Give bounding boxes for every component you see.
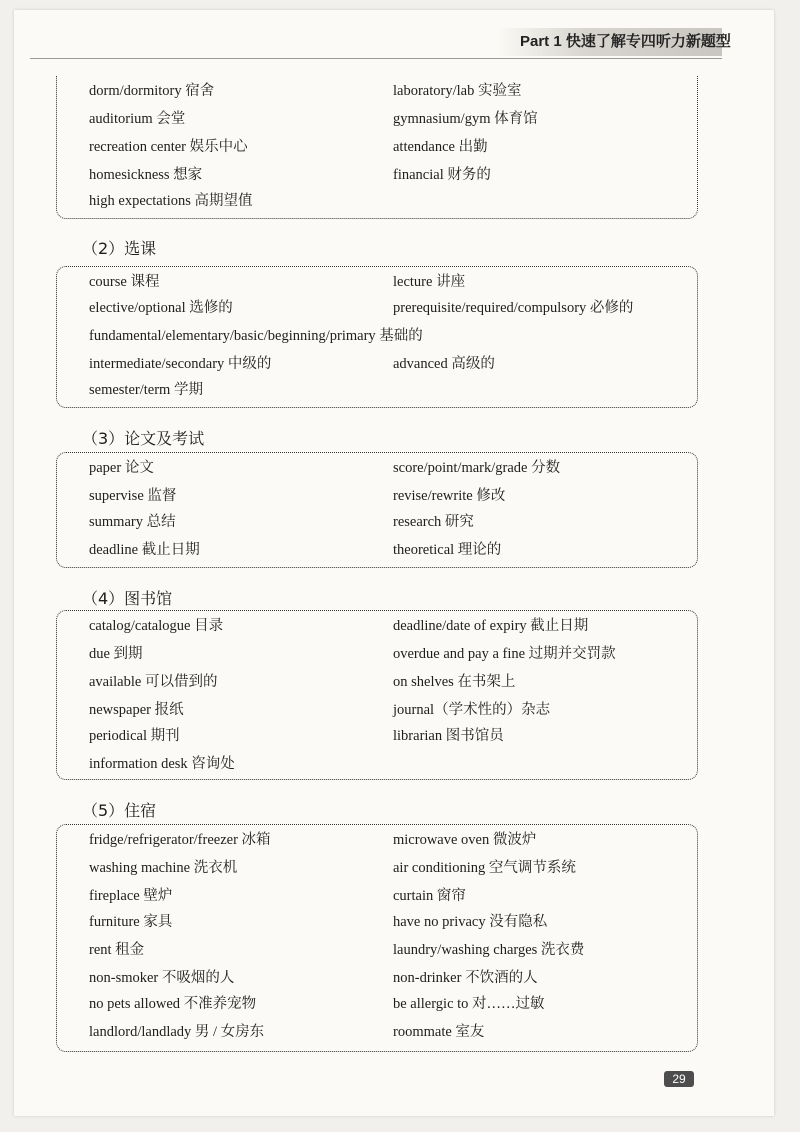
vocab-row bbox=[57, 827, 697, 853]
vocab-row bbox=[57, 613, 697, 639]
vocab-row bbox=[57, 483, 697, 509]
vocab-term: dorm/dormitory 宿舍 bbox=[89, 83, 215, 99]
vocab-term: supervise 监督 bbox=[89, 488, 177, 504]
vocab-row bbox=[57, 78, 697, 104]
section-title-accommodation: （5）住宿 bbox=[82, 801, 157, 820]
vocab-box-library bbox=[56, 610, 698, 780]
vocab-term: gymnasium/gym 体育馆 bbox=[393, 111, 538, 127]
vocab-term: librarian 图书馆员 bbox=[393, 728, 504, 744]
vocab-term: fireplace 壁炉 bbox=[89, 888, 173, 904]
vocab-term: deadline/date of expiry 截止日期 bbox=[393, 618, 589, 634]
vocab-box-accommodation bbox=[56, 824, 698, 1052]
vocab-row bbox=[57, 295, 697, 321]
vocab-term: rent 租金 bbox=[89, 942, 145, 958]
vocab-term: research 研究 bbox=[393, 514, 474, 530]
vocab-row bbox=[57, 697, 697, 723]
vocab-box-papers-exams bbox=[56, 452, 698, 568]
vocab-term: have no privacy 没有隐私 bbox=[393, 914, 548, 930]
vocab-term: non-smoker 不吸烟的人 bbox=[89, 970, 235, 986]
vocab-row bbox=[57, 641, 697, 667]
vocab-row bbox=[57, 669, 697, 695]
vocab-row bbox=[57, 723, 697, 749]
vocab-term: deadline 截止日期 bbox=[89, 542, 200, 558]
vocab-term: microwave oven 微波炉 bbox=[393, 832, 537, 848]
vocab-row bbox=[57, 909, 697, 935]
vocab-term: score/point/mark/grade 分数 bbox=[393, 460, 561, 476]
vocab-term: information desk 咨询处 bbox=[89, 756, 235, 772]
vocab-term: due 到期 bbox=[89, 646, 143, 662]
vocab-term: laundry/washing charges 洗衣费 bbox=[393, 942, 585, 958]
vocab-row bbox=[57, 455, 697, 481]
section-title-course-selection: （2）选课 bbox=[82, 239, 157, 258]
section-title-papers-exams: （3）论文及考试 bbox=[82, 429, 205, 448]
vocab-row bbox=[57, 937, 697, 963]
page-number: 29 bbox=[664, 1071, 694, 1087]
vocab-row bbox=[57, 991, 697, 1017]
vocab-row bbox=[57, 855, 697, 881]
vocab-term: roommate 室友 bbox=[393, 1024, 485, 1040]
vocab-term: non-drinker 不饮酒的人 bbox=[393, 970, 538, 986]
vocab-term: journal（学术性的）杂志 bbox=[393, 702, 551, 718]
vocab-term: financial 财务的 bbox=[393, 167, 491, 183]
vocab-term: periodical 期刊 bbox=[89, 728, 180, 744]
vocab-term: paper 论文 bbox=[89, 460, 154, 476]
vocab-term: washing machine 洗衣机 bbox=[89, 860, 238, 876]
vocab-row bbox=[57, 134, 697, 160]
vocab-term: advanced 高级的 bbox=[393, 356, 495, 372]
vocab-row bbox=[57, 751, 697, 777]
vocab-row bbox=[57, 188, 697, 214]
vocab-row bbox=[57, 1019, 697, 1045]
vocab-term: theoretical 理论的 bbox=[393, 542, 502, 558]
vocab-row bbox=[57, 377, 697, 403]
vocab-term: overdue and pay a fine 过期并交罚款 bbox=[393, 646, 616, 662]
vocab-row bbox=[57, 883, 697, 909]
vocab-term: semester/term 学期 bbox=[89, 382, 203, 398]
vocab-term: laboratory/lab 实验室 bbox=[393, 83, 522, 99]
vocab-row bbox=[57, 965, 697, 991]
vocab-term: course 课程 bbox=[89, 274, 160, 290]
vocab-term: homesickness 想家 bbox=[89, 167, 203, 183]
vocab-term: air conditioning 空气调节系统 bbox=[393, 860, 576, 876]
header-rule bbox=[30, 58, 722, 59]
vocab-term: summary 总结 bbox=[89, 514, 176, 530]
vocab-term: no pets allowed 不准养宠物 bbox=[89, 996, 257, 1012]
vocab-term: intermediate/secondary 中级的 bbox=[89, 356, 272, 372]
vocab-row bbox=[57, 537, 697, 563]
vocab-term: landlord/landlady 男 / 女房东 bbox=[89, 1024, 265, 1040]
vocab-term: attendance 出勤 bbox=[393, 139, 488, 155]
vocab-term: newspaper 报纸 bbox=[89, 702, 184, 718]
vocab-term: fridge/refrigerator/freezer 冰箱 bbox=[89, 832, 271, 848]
vocab-term: curtain 窗帘 bbox=[393, 888, 466, 904]
vocab-term: recreation center 娱乐中心 bbox=[89, 139, 248, 155]
vocab-term: prerequisite/required/compulsory 必修的 bbox=[393, 300, 634, 316]
vocab-box-course-selection bbox=[56, 266, 698, 408]
vocab-term: on shelves 在书架上 bbox=[393, 674, 516, 690]
vocab-term: revise/rewrite 修改 bbox=[393, 488, 506, 504]
vocab-term: auditorium 会堂 bbox=[89, 111, 186, 127]
vocab-row bbox=[57, 323, 697, 349]
vocab-term: lecture 讲座 bbox=[393, 274, 466, 290]
vocab-term: available 可以借到的 bbox=[89, 674, 218, 690]
vocab-row bbox=[57, 351, 697, 377]
section-title-library: （4）图书馆 bbox=[82, 589, 173, 608]
vocab-row bbox=[57, 106, 697, 132]
vocab-term: catalog/catalogue 目录 bbox=[89, 618, 224, 634]
vocab-row bbox=[57, 509, 697, 535]
vocab-term: high expectations 高期望值 bbox=[89, 193, 253, 209]
vocab-box-campus bbox=[56, 76, 698, 219]
vocab-term: be allergic to 对……过敏 bbox=[393, 996, 545, 1012]
vocab-term: elective/optional 选修的 bbox=[89, 300, 233, 316]
vocab-term: fundamental/elementary/basic/beginning/primary 基础的 bbox=[89, 328, 423, 344]
running-header: Part 1 快速了解专四听力新题型 bbox=[520, 33, 731, 50]
vocab-row bbox=[57, 162, 697, 188]
vocab-row bbox=[57, 269, 697, 295]
vocab-term: furniture 家具 bbox=[89, 914, 173, 930]
